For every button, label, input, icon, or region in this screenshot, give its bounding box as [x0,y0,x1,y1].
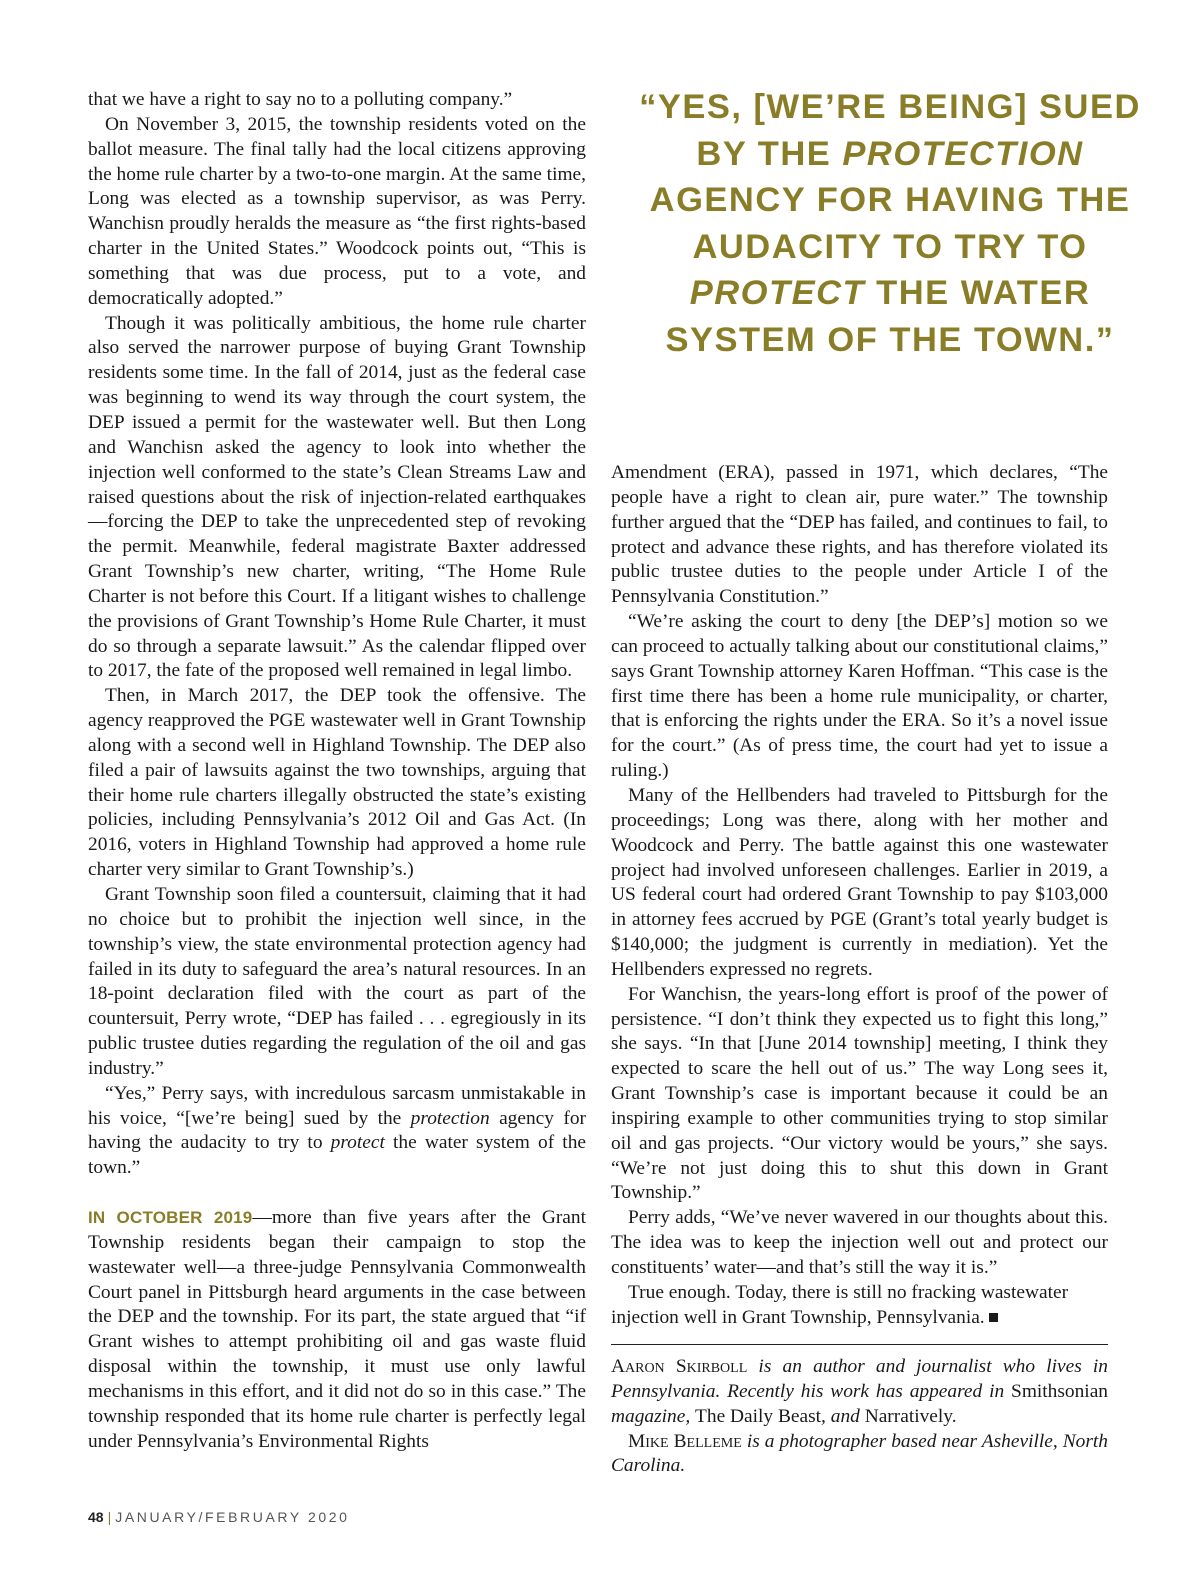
section-lead-in: IN OCTOBER 2019 [88,1207,253,1227]
paragraph: Many of the Hellbenders had traveled to Pittsburgh for the proceedings; Long was there, along with her mother and Woodcock and Perry. The battle against this one wastewater project had involved unforeseen challenges. Earlier in 2019, a US federal court had ordered Grant Township to pay $103,000 in attorney fees accrued by PGE (Grant’s total yearly budget is $140,000; the judgment is currently in mediation). Yet the Hellbenders expressed no regrets. [611,784,1108,980]
paragraph: Amendment (ERA), passed in 1971, which declares, “The people have a right to clean air, pure water.” The township further argued that the “DEP has failed, and continues to fail, to protect and advance these rights, and has therefore violated its public trustee duties to the people under Article I of the Pennsylvania Constitution.” [611,462,1108,608]
paragraph: Perry adds, “We’ve never wavered in our thoughts about this. The idea was to keep the injection well out and protect our constituents’ water—and that’s still the way it is.” [611,1207,1108,1278]
paragraph-quote: “Yes,” Perry says, with incredulous sarcasm unmistakable in his voice, “[we’re being] sued by the protection agency for having the audacity to try to protect the water system of the town.” [88,1082,586,1179]
paragraph: Though it was politically ambitious, the home rule charter also served the narrower purpose of buying Grant Township residents some time. In the fall of 2014, just as the federal case was beginning to wend its way through the court system, the DEP issued a permit for the wastewater well. But then Long and Wanchisn asked the agency to look into whether the injection well conformed to the state’s Clean Streams Law and raised questions about the risk of injection-related earthquakes—forcing the DEP to take the unprecedented step of revoking the permit. Meanwhile, federal magistrate Baxter addressed Grant Township’s new charter, writing, “The Home Rule Charter is not before this Court. If a litigant wishes to challenge the provisions of Grant Township’s Home Rule Charter, it must do so through a separate lawsuit.” As the calendar flipped over to 2017, the fate of the proposed well remained in legal limbo. [88,312,586,682]
section-paragraph: IN OCTOBER 2019—more than five years after the Grant Township residents began their campaign to stop the wastewater well—a three-judge Pennsylvania Commonwealth Court panel in Pittsburgh heard arguments in the case between the DEP and the township. For its part, the state argued that “if Grant wishes to attempt prohibiting oil and gas waste fluid disposal within the township, it must use only lawful mechanisms in this effort, and it did not do so in this case.” The township responded that its home rule charter is perfectly legal under Pennsylvania’s Environmental Rights [88,1206,586,1452]
photographer-name: Mike Belleme [628,1430,742,1452]
paragraph: Grant Township soon filed a countersuit, claiming that it had no choice but to prohibit the injection well since, in the township’s view, the state environmental protection agency had failed in its duty to safeguard the area’s natural resources. In an 18-point declaration filed with the court as part of the countersuit, Perry wrote, “DEP has failed . . . egregiously in its public trustee duties regarding the regulation of the oil and gas industry.” [88,884,586,1079]
paragraph-final: True enough. Today, there is still no fracking wastewater injection well in Grant Township, Pennsylvania. [611,1281,1069,1328]
article-right-column [611,461,1108,1331]
footer-separator: | [107,1509,112,1525]
contributor-bios [611,1355,1108,1479]
issue-date: JANUARY/FEBRUARY 2020 [115,1509,350,1525]
paragraph: “We’re asking the court to deny [the DEP’s] motion so we can proceed to actually talking about our constitutional claims,” says Grant Township attorney Karen Hoffman. “This case is the first time there has been a home rule municipality, or charter, that is enforcing the rights under the ERA. So it’s a novel issue for the court.” (As of press time, the court had yet to issue a ruling.) [611,611,1108,782]
photographer-bio: Mike Belleme is a photographer based near Asheville, North Carolina. [611,1430,1108,1477]
paragraph: Then, in March 2017, the DEP took the offensive. The agency reapproved the PGE wastewater well in Grant Township along with a second well in Highland Township. The DEP also filed a pair of lawsuits against the two townships, arguing that their home rule charters illegally obstructed the state’s existing policies, including Pennsylvania’s 2012 Oil and Gas Act. (In 2016, voters in Highland Township had approved a home rule charter very similar to Grant Township’s.) [88,685,586,881]
paragraph: On November 3, 2015, the township residents voted on the ballot measure. The final tally had the local citizens approving the home rule charter by a two-to-one margin. At the same time, Long was elected as a township supervisor, as was Perry. Wanchisn proudly heralds the measure as “the first rights-based charter in the United States.” Woodcock points out, “This is something that was due process, put to a vote, and democratically adopted.” [88,113,586,309]
page-number: 48 [88,1509,104,1525]
bio-divider [611,1344,1108,1345]
paragraph: that we have a right to say no to a polluting company.” [88,89,513,110]
page-footer [88,1509,350,1525]
author-name: Aaron Skirboll [611,1356,748,1377]
pull-quote: “YES, [WE’RE BEING] SUED BY THE PROTECTION AGENCY FOR HAVING THE AUDACITY TO TRY TO PROTECT THE WATER SYSTEM OF THE TOWN.” [639,88,1141,359]
article-left-column [88,88,586,1454]
author-bio: Aaron Skirboll is an author and journalist who lives in Pennsylvania. Recently his work has appeared in Smithsonian magazine, The Daily Beast, and Narratively. [611,1356,1108,1427]
end-mark-icon [989,1313,998,1322]
paragraph: For Wanchisn, the years-long effort is proof of the power of persistence. “I don’t think they expected us to fight this long,” she says. “In that [June 2014 township] meeting, I think they expected to scare the hell out of us.” The way Long sees it, Grant Township’s case is important because it could be an inspiring example to other communities trying to stop similar oil and gas projects. “Our victory would be yours,” she says. “We’re not just doing this to shut this down in Grant Township.” [611,983,1108,1204]
